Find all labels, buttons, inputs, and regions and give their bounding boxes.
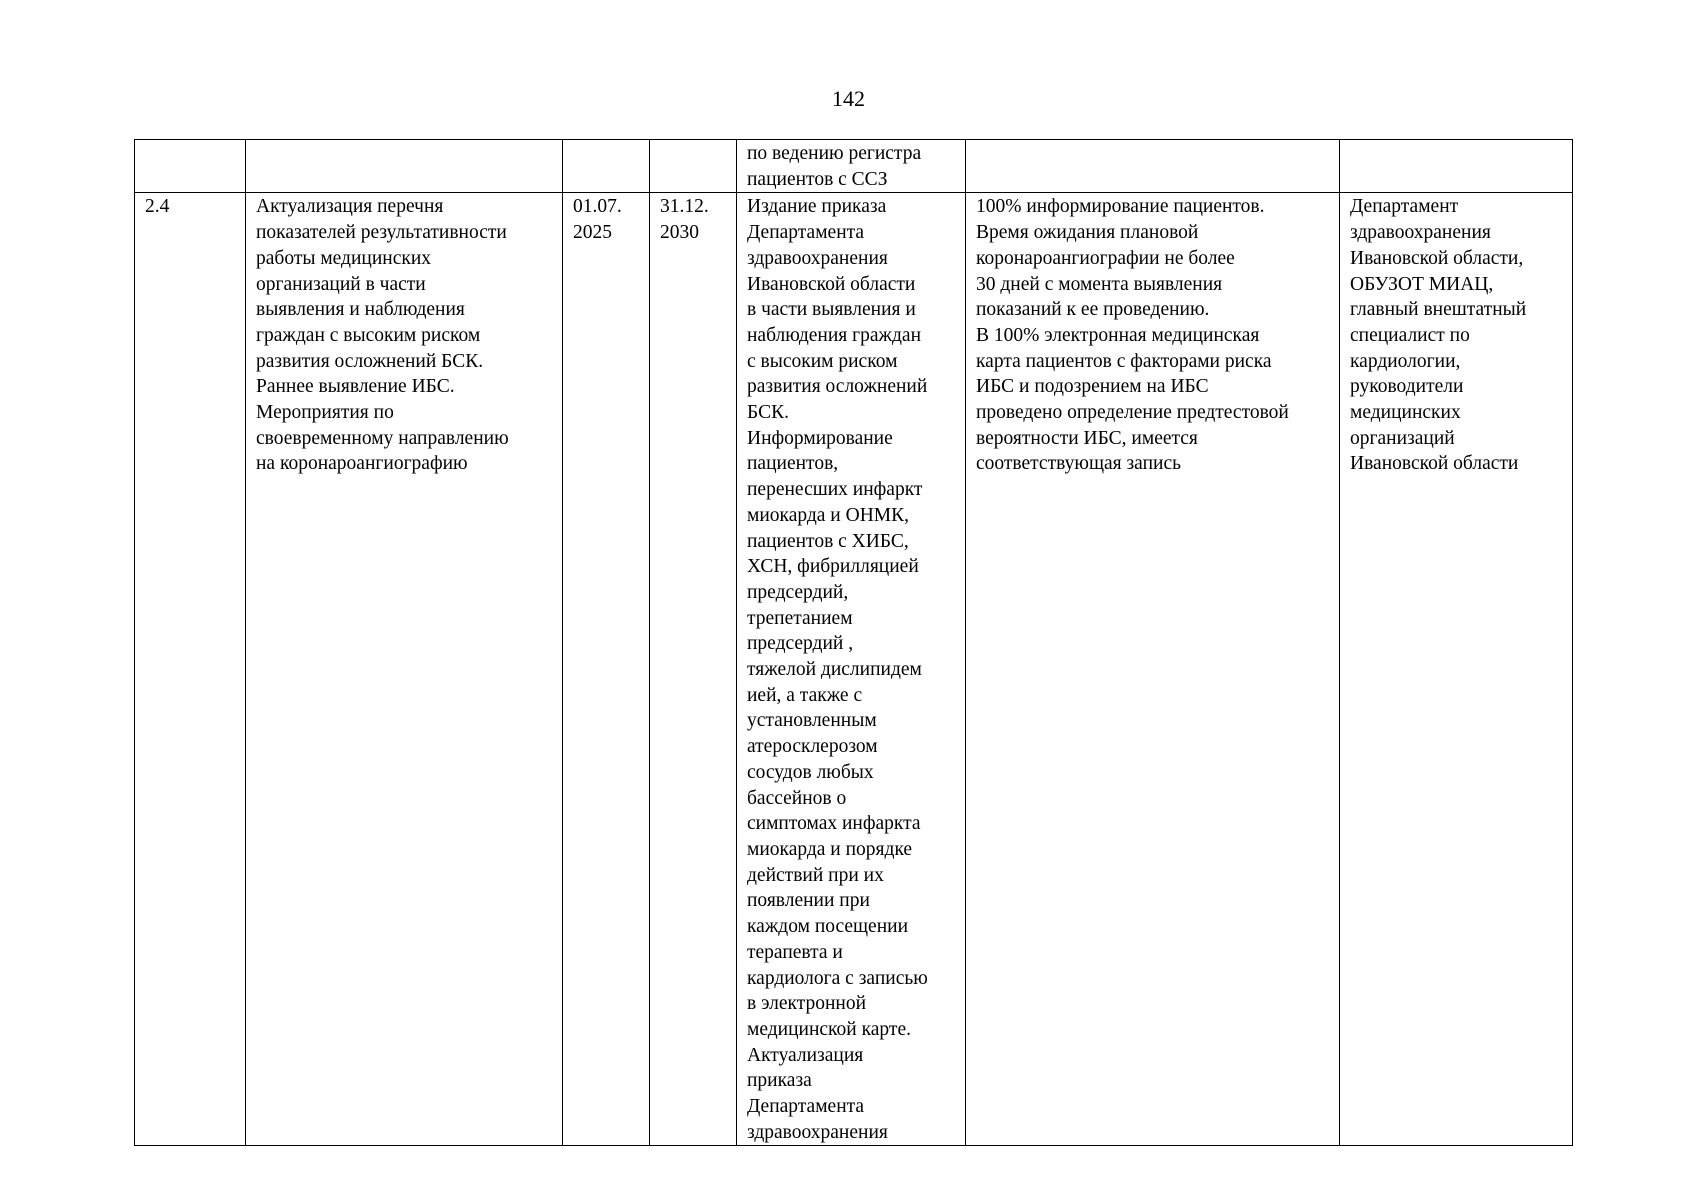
page-number: 142 xyxy=(832,86,865,111)
cell-start-date: 01.07. 2025 xyxy=(563,193,650,1146)
cell-result: 100% информирование пациентов. Время ожидания плановой коронароангиографии не более 30 дней с момента выявления показаний к ее проведению. В 100% электронная медицинская карта пациентов с факторами риска ИБС и подозрением на ИБС проведено определение предтестовой вероятности ИБС, имеется соответствующая запись xyxy=(966,193,1340,1146)
cell-activity xyxy=(246,140,563,193)
cell-end-date xyxy=(650,140,737,193)
measures-table xyxy=(134,139,1573,1146)
cell-responsible xyxy=(1340,140,1573,193)
cell-number: 2.4 xyxy=(135,193,246,1146)
cell-end-date: 31.12. 2030 xyxy=(650,193,737,1146)
cell-responsible: Департамент здравоохранения Ивановской области, ОБУЗОТ МИАЦ, главный внештатный специалист по кардиологии, руководители медицинских организаций Ивановской области xyxy=(1340,193,1573,1146)
table-row-continuation xyxy=(135,140,1573,193)
cell-result xyxy=(966,140,1340,193)
cell-number xyxy=(135,140,246,193)
cell-document: по ведению регистра пациентов с ССЗ xyxy=(737,140,966,193)
cell-activity: Актуализация перечня показателей результативности работы медицинских организаций в части выявления и наблюдения граждан с высоким риском развития осложнений БСК. Раннее выявление ИБС. Мероприятия по своевременному направлению на коронароангиографию xyxy=(246,193,563,1146)
cell-start-date xyxy=(563,140,650,193)
table-row xyxy=(135,193,1573,1146)
cell-document: Издание приказа Департамента здравоохранения Ивановской области в части выявления и наблюдения граждан с высоким риском развития осложнений БСК. Информирование пациентов, перенесших инфаркт миокарда и ОНМК, пациентов с ХИБС, ХСН, фибрилляцией предсердий, трепетанием предсердий , тяжелой дислипидем ией, а также с установленным атеросклерозом сосудов любых бассейнов о симптомах инфаркта миокарда и порядке действий при их появлении при каждом посещении терапевта и кардиолога с записью в электронной медицинской карте. Актуализация приказа Департамента здравоохранения xyxy=(737,193,966,1146)
